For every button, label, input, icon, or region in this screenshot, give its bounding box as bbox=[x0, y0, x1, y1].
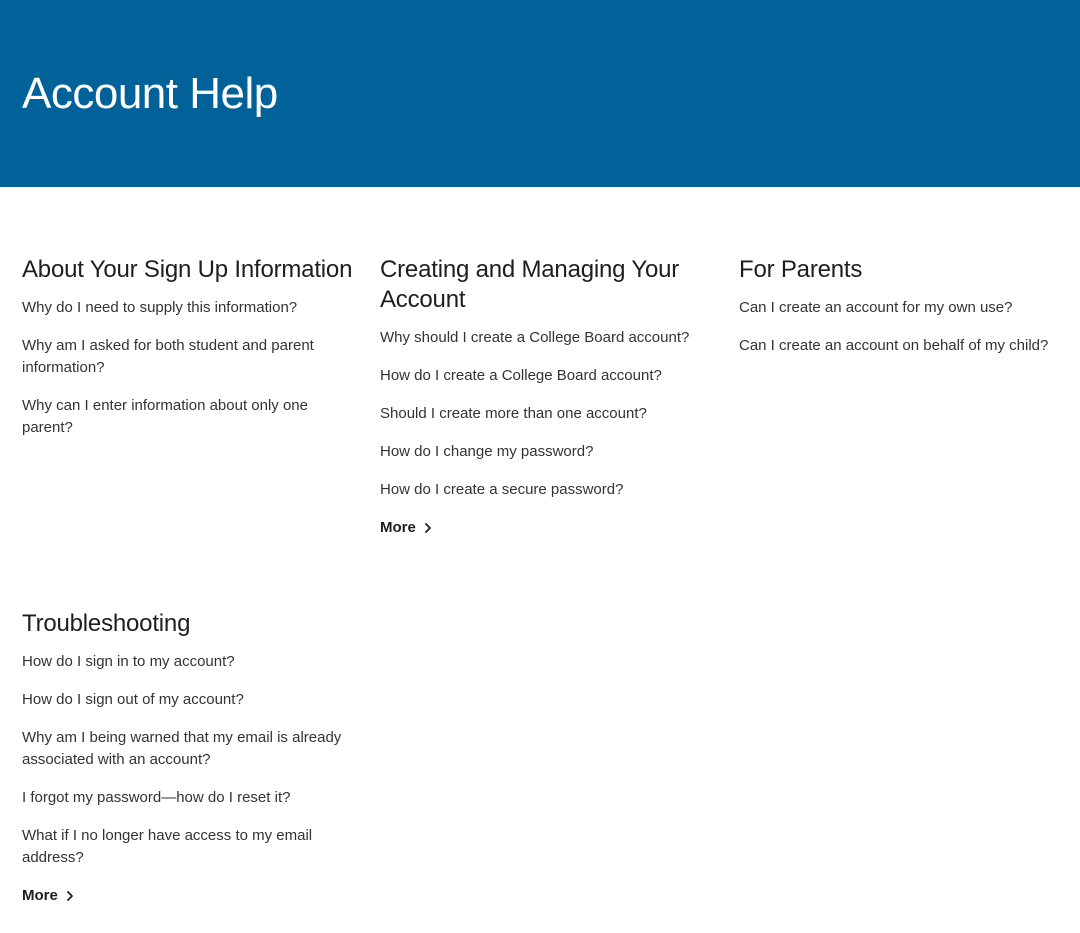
list-item bbox=[380, 479, 700, 501]
faq-link-list bbox=[380, 327, 700, 501]
more-link-label: More bbox=[22, 887, 58, 904]
section-for-parents bbox=[739, 255, 1069, 373]
list-item bbox=[22, 689, 358, 711]
list-item bbox=[22, 335, 358, 379]
faq-link[interactable]: Why am I being warned that my email is already associated with an account? bbox=[22, 729, 342, 768]
faq-link[interactable]: How do I create a College Board account? bbox=[380, 367, 662, 384]
faq-link[interactable]: How do I create a secure password? bbox=[380, 481, 624, 498]
section-troubleshooting bbox=[22, 609, 358, 907]
more-link-label: More bbox=[380, 519, 416, 536]
list-item bbox=[22, 787, 358, 809]
list-item bbox=[380, 327, 700, 349]
faq-link[interactable]: Should I create more than one account? bbox=[380, 405, 647, 422]
list-item bbox=[380, 441, 700, 463]
more-link-troubleshooting[interactable] bbox=[22, 885, 76, 907]
faq-link-list bbox=[739, 297, 1069, 357]
list-item bbox=[380, 403, 700, 425]
faq-link[interactable]: What if I no longer have access to my email address? bbox=[22, 827, 313, 866]
list-item bbox=[22, 727, 358, 771]
faq-link[interactable]: Why am I asked for both student and parent information? bbox=[22, 337, 314, 376]
faq-link[interactable]: Can I create an account on behalf of my child? bbox=[739, 337, 1049, 354]
section-creating-managing-account bbox=[380, 255, 700, 539]
section-title: About Your Sign Up Information bbox=[22, 256, 353, 283]
faq-link[interactable]: How do I sign in to my account? bbox=[22, 653, 235, 670]
faq-link[interactable]: Why should I create a College Board account? bbox=[380, 329, 690, 346]
faq-link[interactable]: How do I sign out of my account? bbox=[22, 691, 244, 708]
page-title: Account Help bbox=[22, 69, 278, 118]
section-title: Creating and Managing Your Account bbox=[380, 256, 680, 313]
faq-link-list bbox=[22, 297, 358, 439]
section-title: Troubleshooting bbox=[22, 610, 191, 637]
faq-link-list bbox=[22, 651, 358, 869]
list-item bbox=[739, 297, 1069, 319]
more-link-managing[interactable] bbox=[380, 517, 434, 539]
list-item bbox=[22, 825, 358, 869]
list-item bbox=[739, 335, 1069, 357]
page-header-banner bbox=[0, 0, 1080, 187]
list-item bbox=[22, 651, 358, 673]
faq-link[interactable]: How do I change my password? bbox=[380, 443, 594, 460]
list-item bbox=[380, 365, 700, 387]
section-sign-up-information bbox=[22, 255, 358, 455]
section-title: For Parents bbox=[739, 256, 863, 283]
faq-link[interactable]: Why do I need to supply this information? bbox=[22, 299, 298, 316]
faq-link[interactable]: Can I create an account for my own use? bbox=[739, 299, 1013, 316]
faq-link[interactable]: Why can I enter information about only one parent? bbox=[22, 397, 308, 436]
faq-link[interactable]: I forgot my password—how do I reset it? bbox=[22, 789, 291, 806]
chevron-right-icon bbox=[422, 522, 434, 534]
chevron-right-icon bbox=[64, 890, 76, 902]
list-item bbox=[22, 395, 358, 439]
list-item bbox=[22, 297, 358, 319]
